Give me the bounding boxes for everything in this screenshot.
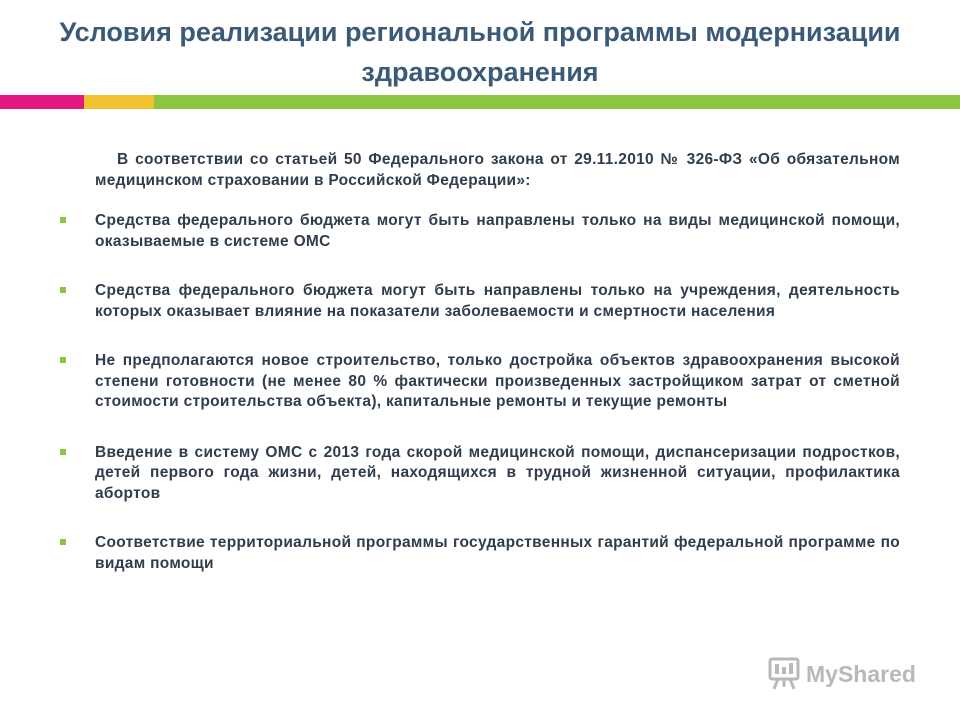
list-item-text: Не предполагаются новое строительство, только достройка объектов здравоохранения высокой степени готовности (не менее 80 % фактически произведенных застройщиком затрат от сметной стоимости строительства объекта), капитальные ремонты и текущие ремонты <box>95 352 900 410</box>
square-bullet-icon <box>60 539 66 545</box>
list-item <box>60 281 900 322</box>
list-item-text: Средства федерального бюджета могут быть направлены только на учреждения, деятельность которых оказывает влияние на показатели заболеваемости и смертности населения <box>95 282 900 320</box>
intro-paragraph: В соответствии со статьей 50 Федерального закона от 29.11.2010 № 326-ФЗ «Об обязательном медицинском страховании в Российской Федерации»: <box>95 151 900 189</box>
slide-body <box>60 150 900 574</box>
strip-segment-yellow <box>84 95 154 109</box>
square-bullet-icon <box>60 357 66 363</box>
watermark-logo <box>768 657 916 691</box>
strip-segment-pink <box>0 95 84 109</box>
list-item <box>60 211 900 252</box>
presentation-board-icon <box>768 657 800 691</box>
slide-title: Условия реализации региональной программы модернизации здравоохранения <box>59 17 901 87</box>
list-item <box>60 443 900 505</box>
strip-segment-green <box>154 95 960 109</box>
square-bullet-icon <box>60 287 66 293</box>
list-item <box>60 351 900 413</box>
square-bullet-icon <box>60 449 66 455</box>
watermark-text: MyShared <box>806 660 916 687</box>
list-item <box>60 533 900 574</box>
color-strip <box>0 95 960 109</box>
list-item-text: Введение в систему ОМС с 2013 года скорой медицинской помощи, диспансеризации подростков, детей первого года жизни, детей, находящихся в трудной жизненной ситуации, профилактика абортов <box>95 443 900 502</box>
list-item-text: Соответствие территориальной программы государственных гарантий федеральной программе по видам помощи <box>95 534 900 572</box>
list-item-text: Средства федерального бюджета могут быть направлены только на виды медицинской помощи, оказываемые в системе ОМС <box>95 212 900 250</box>
square-bullet-icon <box>60 217 66 223</box>
